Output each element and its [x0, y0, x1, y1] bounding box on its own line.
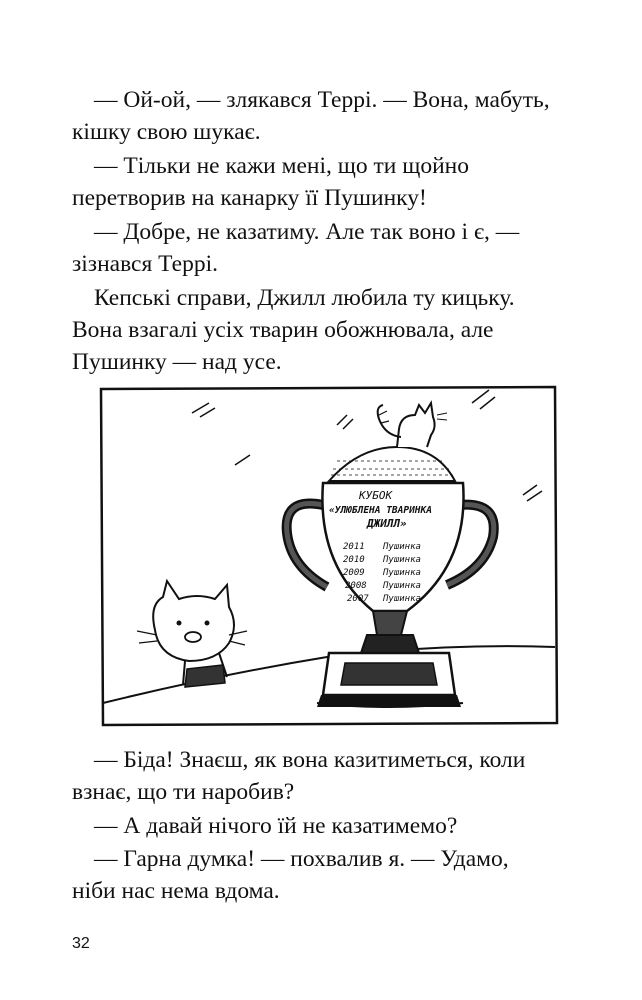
- text-line: зізнався Террі.: [72, 251, 218, 277]
- paragraph-7: [72, 843, 562, 907]
- cat-on-trophy-drawing: [378, 403, 447, 447]
- paragraph-2: [72, 150, 562, 214]
- trophy-name: Пушинка: [383, 568, 421, 578]
- text-line: кішку свою шукає.: [72, 119, 261, 145]
- paragraph-3: [72, 216, 562, 280]
- text-line: ніби нас нема вдома.: [72, 878, 280, 904]
- paragraph-4: [72, 282, 562, 378]
- paragraph-5: [72, 744, 562, 808]
- trophy-year: 2011: [343, 542, 365, 552]
- text-line: — Тільки не кажи мені, що ти щойно: [94, 153, 469, 179]
- trophy-name: Пушинка: [383, 542, 421, 552]
- trophy-year: 2010: [343, 555, 365, 565]
- text-line: — Біда! Знаєш, як вона казитиметься, коли: [94, 747, 526, 773]
- paragraph-6: [72, 810, 562, 842]
- text-line: — А давай нічого їй не казатимемо?: [94, 813, 458, 839]
- trophy-name: Пушинка: [383, 581, 421, 591]
- trophy-year: 2008: [345, 581, 367, 591]
- trophy-label-line-1: КУБОК: [359, 489, 393, 502]
- text-line: — Гарна думка! — похвалив я. — Удамо,: [94, 846, 509, 872]
- text-line: Вона взагалі усіх тварин обожнювала, але: [72, 317, 494, 343]
- text-line: — Добре, не казатиму. Але так воно і є, —: [94, 219, 520, 245]
- text-line: — Ой-ой, — злякався Террі. — Вона, мабуть,: [94, 87, 550, 113]
- trophy-name: Пушинка: [383, 555, 421, 565]
- text-line: взнає, що ти наробив?: [72, 779, 295, 805]
- text-line: перетворив на канарку її Пушинку!: [72, 185, 427, 211]
- trophy-year: 2009: [343, 568, 365, 578]
- cat-drawing: [137, 581, 247, 687]
- trophy-illustration: [97, 385, 559, 727]
- text-line: Кепські справи, Джилл любила ту кицьку.: [94, 285, 515, 311]
- trophy-label-line-2: «УЛЮБЛЕНА ТВАРИНКА: [329, 505, 432, 516]
- paragraph-1: [72, 84, 562, 148]
- trophy-name: Пушинка: [383, 594, 421, 604]
- page-number: 32: [72, 935, 90, 952]
- trophy-label-line-3: ДЖИЛЛ»: [367, 517, 407, 530]
- trophy-year: 2007: [347, 594, 369, 604]
- text-line: Пушинку — над усе.: [72, 349, 282, 375]
